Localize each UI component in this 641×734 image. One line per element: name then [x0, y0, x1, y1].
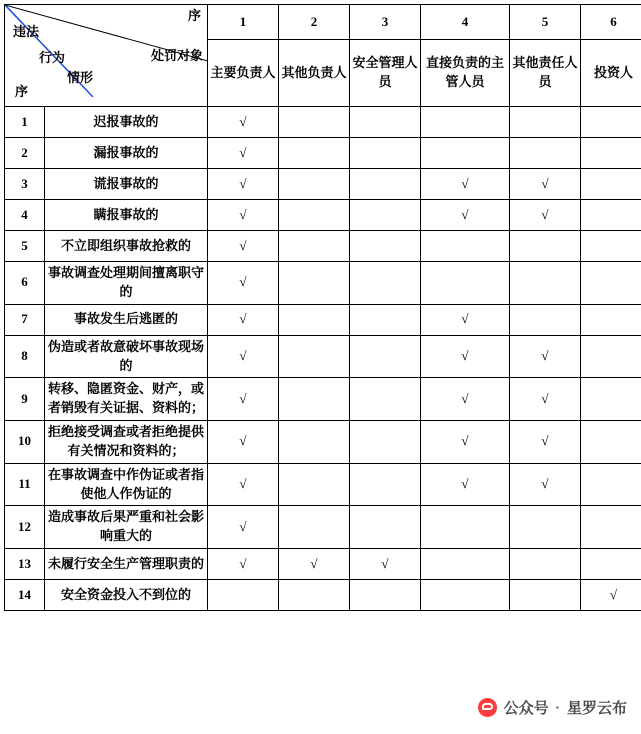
mark-cell-checked: √ — [510, 463, 581, 506]
table-row — [5, 549, 641, 580]
mark-cell-empty — [581, 107, 641, 138]
mark-cell-empty — [510, 506, 581, 549]
corner-label-order-top: 序 — [188, 7, 201, 26]
mark-cell-checked: √ — [208, 200, 279, 231]
table-row — [5, 506, 641, 549]
column-object-4: 直接负责的主管人员 — [421, 40, 510, 107]
row-case-description: 造成事故后果严重和社会影响重大的 — [45, 506, 208, 549]
mark-cell-checked: √ — [421, 463, 510, 506]
table-row — [5, 200, 641, 231]
column-object-6: 投资人 — [581, 40, 641, 107]
table-row — [5, 107, 641, 138]
mark-cell-empty — [421, 580, 510, 611]
corner-label-situation: 情形 — [67, 69, 93, 88]
mark-cell-checked: √ — [421, 421, 510, 464]
row-index: 3 — [5, 169, 45, 200]
mark-cell-empty — [350, 262, 421, 305]
watermark-separator: · — [556, 700, 560, 715]
mark-cell-empty — [510, 107, 581, 138]
mark-cell-empty — [421, 549, 510, 580]
row-index: 13 — [5, 549, 45, 580]
table-row — [5, 262, 641, 305]
mark-cell-empty — [279, 169, 350, 200]
mark-cell-checked: √ — [421, 335, 510, 378]
mark-cell-checked: √ — [208, 107, 279, 138]
mark-cell-empty — [350, 421, 421, 464]
mark-cell-checked: √ — [510, 335, 581, 378]
corner-label-behavior: 行为 — [39, 49, 65, 68]
mark-cell-empty — [350, 304, 421, 335]
mark-cell-checked: √ — [208, 138, 279, 169]
table-row — [5, 580, 641, 611]
mark-cell-empty — [510, 262, 581, 305]
mark-cell-checked: √ — [421, 169, 510, 200]
mark-cell-empty — [350, 463, 421, 506]
row-case-description: 漏报事故的 — [45, 138, 208, 169]
row-case-description: 谎报事故的 — [45, 169, 208, 200]
column-number-5: 5 — [510, 5, 581, 40]
mark-cell-empty — [350, 200, 421, 231]
mark-cell-checked: √ — [208, 549, 279, 580]
mark-cell-empty — [421, 262, 510, 305]
mark-cell-empty — [350, 335, 421, 378]
watermark-name: 星罗云布 — [567, 697, 627, 718]
row-index: 6 — [5, 262, 45, 305]
column-number-1: 1 — [208, 5, 279, 40]
mark-cell-empty — [510, 231, 581, 262]
mark-cell-checked: √ — [421, 200, 510, 231]
mark-cell-empty — [581, 304, 641, 335]
column-object-1: 主要负责人 — [208, 40, 279, 107]
mark-cell-empty — [350, 169, 421, 200]
table-row — [5, 169, 641, 200]
row-case-description: 转移、隐匿资金、财产，或者销毁有关证据、资料的； — [45, 378, 208, 421]
mark-cell-checked: √ — [208, 304, 279, 335]
mark-cell-empty — [581, 262, 641, 305]
mark-cell-empty — [581, 231, 641, 262]
mark-cell-checked: √ — [279, 549, 350, 580]
column-number-4: 4 — [421, 5, 510, 40]
mark-cell-empty — [279, 231, 350, 262]
corner-label-violation: 违法 — [13, 23, 39, 42]
mark-cell-empty — [350, 107, 421, 138]
mark-cell-checked: √ — [350, 549, 421, 580]
mark-cell-empty — [350, 378, 421, 421]
mark-cell-empty — [279, 463, 350, 506]
column-object-5: 其他责任人员 — [510, 40, 581, 107]
mark-cell-empty — [581, 335, 641, 378]
mark-cell-empty — [510, 138, 581, 169]
row-index: 8 — [5, 335, 45, 378]
mark-cell-checked: √ — [208, 169, 279, 200]
mark-cell-empty — [279, 200, 350, 231]
table-row — [5, 335, 641, 378]
mark-cell-empty — [581, 421, 641, 464]
corner-label-penalty-object: 处罚对象 — [151, 47, 203, 66]
row-case-description: 事故调查处理期间擅离职守的 — [45, 262, 208, 305]
mark-cell-empty — [350, 580, 421, 611]
table-row — [5, 138, 641, 169]
mark-cell-empty — [421, 107, 510, 138]
mark-cell-checked: √ — [208, 506, 279, 549]
mark-cell-empty — [279, 580, 350, 611]
mark-cell-checked: √ — [208, 463, 279, 506]
column-number-2: 2 — [279, 5, 350, 40]
row-index: 14 — [5, 580, 45, 611]
table-row — [5, 231, 641, 262]
row-index: 10 — [5, 421, 45, 464]
row-index: 2 — [5, 138, 45, 169]
row-index: 9 — [5, 378, 45, 421]
corner-label-order-bottom: 序 — [15, 83, 28, 102]
mark-cell-checked: √ — [510, 421, 581, 464]
mark-cell-checked: √ — [510, 378, 581, 421]
mark-cell-empty — [421, 506, 510, 549]
mark-cell-empty — [581, 200, 641, 231]
mark-cell-empty — [510, 580, 581, 611]
column-object-2: 其他负责人 — [279, 40, 350, 107]
mark-cell-checked: √ — [510, 200, 581, 231]
mark-cell-empty — [350, 506, 421, 549]
row-case-description: 迟报事故的 — [45, 107, 208, 138]
table-row — [5, 421, 641, 464]
row-index: 5 — [5, 231, 45, 262]
row-index: 7 — [5, 304, 45, 335]
mark-cell-empty — [581, 463, 641, 506]
mark-cell-empty — [421, 138, 510, 169]
watermark — [478, 697, 627, 718]
mark-cell-empty — [279, 107, 350, 138]
row-index: 4 — [5, 200, 45, 231]
wechat-icon — [478, 698, 497, 717]
penalty-matrix-table — [4, 4, 641, 611]
column-number-6: 6 — [581, 5, 641, 40]
mark-cell-empty — [279, 335, 350, 378]
row-case-description: 拒绝接受调查或者拒绝提供有关情况和资料的； — [45, 421, 208, 464]
mark-cell-empty — [350, 231, 421, 262]
table-row — [5, 463, 641, 506]
row-case-description: 不立即组织事故抢救的 — [45, 231, 208, 262]
row-case-description: 瞒报事故的 — [45, 200, 208, 231]
mark-cell-empty — [581, 378, 641, 421]
mark-cell-checked: √ — [208, 231, 279, 262]
mark-cell-empty — [421, 231, 510, 262]
header-row-numbers — [5, 5, 641, 40]
row-index: 11 — [5, 463, 45, 506]
column-object-3: 安全管理人员 — [350, 40, 421, 107]
row-case-description: 未履行安全生产管理职责的 — [45, 549, 208, 580]
mark-cell-empty — [581, 138, 641, 169]
mark-cell-checked: √ — [208, 335, 279, 378]
mark-cell-empty — [510, 304, 581, 335]
mark-cell-empty — [279, 506, 350, 549]
mark-cell-checked: √ — [421, 304, 510, 335]
mark-cell-empty — [208, 580, 279, 611]
mark-cell-empty — [279, 138, 350, 169]
mark-cell-checked: √ — [208, 262, 279, 305]
table-row — [5, 304, 641, 335]
mark-cell-empty — [350, 138, 421, 169]
row-index: 12 — [5, 506, 45, 549]
mark-cell-empty — [510, 549, 581, 580]
table-row — [5, 378, 641, 421]
row-case-description: 在事故调查中作伪证或者指使他人作伪证的 — [45, 463, 208, 506]
row-index: 1 — [5, 107, 45, 138]
mark-cell-checked: √ — [510, 169, 581, 200]
table-body — [5, 107, 641, 611]
mark-cell-checked: √ — [208, 378, 279, 421]
watermark-prefix: 公众号 — [504, 697, 549, 718]
mark-cell-empty — [581, 169, 641, 200]
row-case-description: 伪造或者故意破坏事故现场的 — [45, 335, 208, 378]
mark-cell-empty — [279, 421, 350, 464]
mark-cell-empty — [279, 262, 350, 305]
mark-cell-empty — [279, 304, 350, 335]
row-case-description: 事故发生后逃匿的 — [45, 304, 208, 335]
column-number-3: 3 — [350, 5, 421, 40]
mark-cell-empty — [581, 506, 641, 549]
table-corner-header — [5, 5, 208, 107]
mark-cell-checked: √ — [581, 580, 641, 611]
mark-cell-checked: √ — [421, 378, 510, 421]
mark-cell-empty — [581, 549, 641, 580]
mark-cell-empty — [279, 378, 350, 421]
mark-cell-checked: √ — [208, 421, 279, 464]
row-case-description: 安全资金投入不到位的 — [45, 580, 208, 611]
